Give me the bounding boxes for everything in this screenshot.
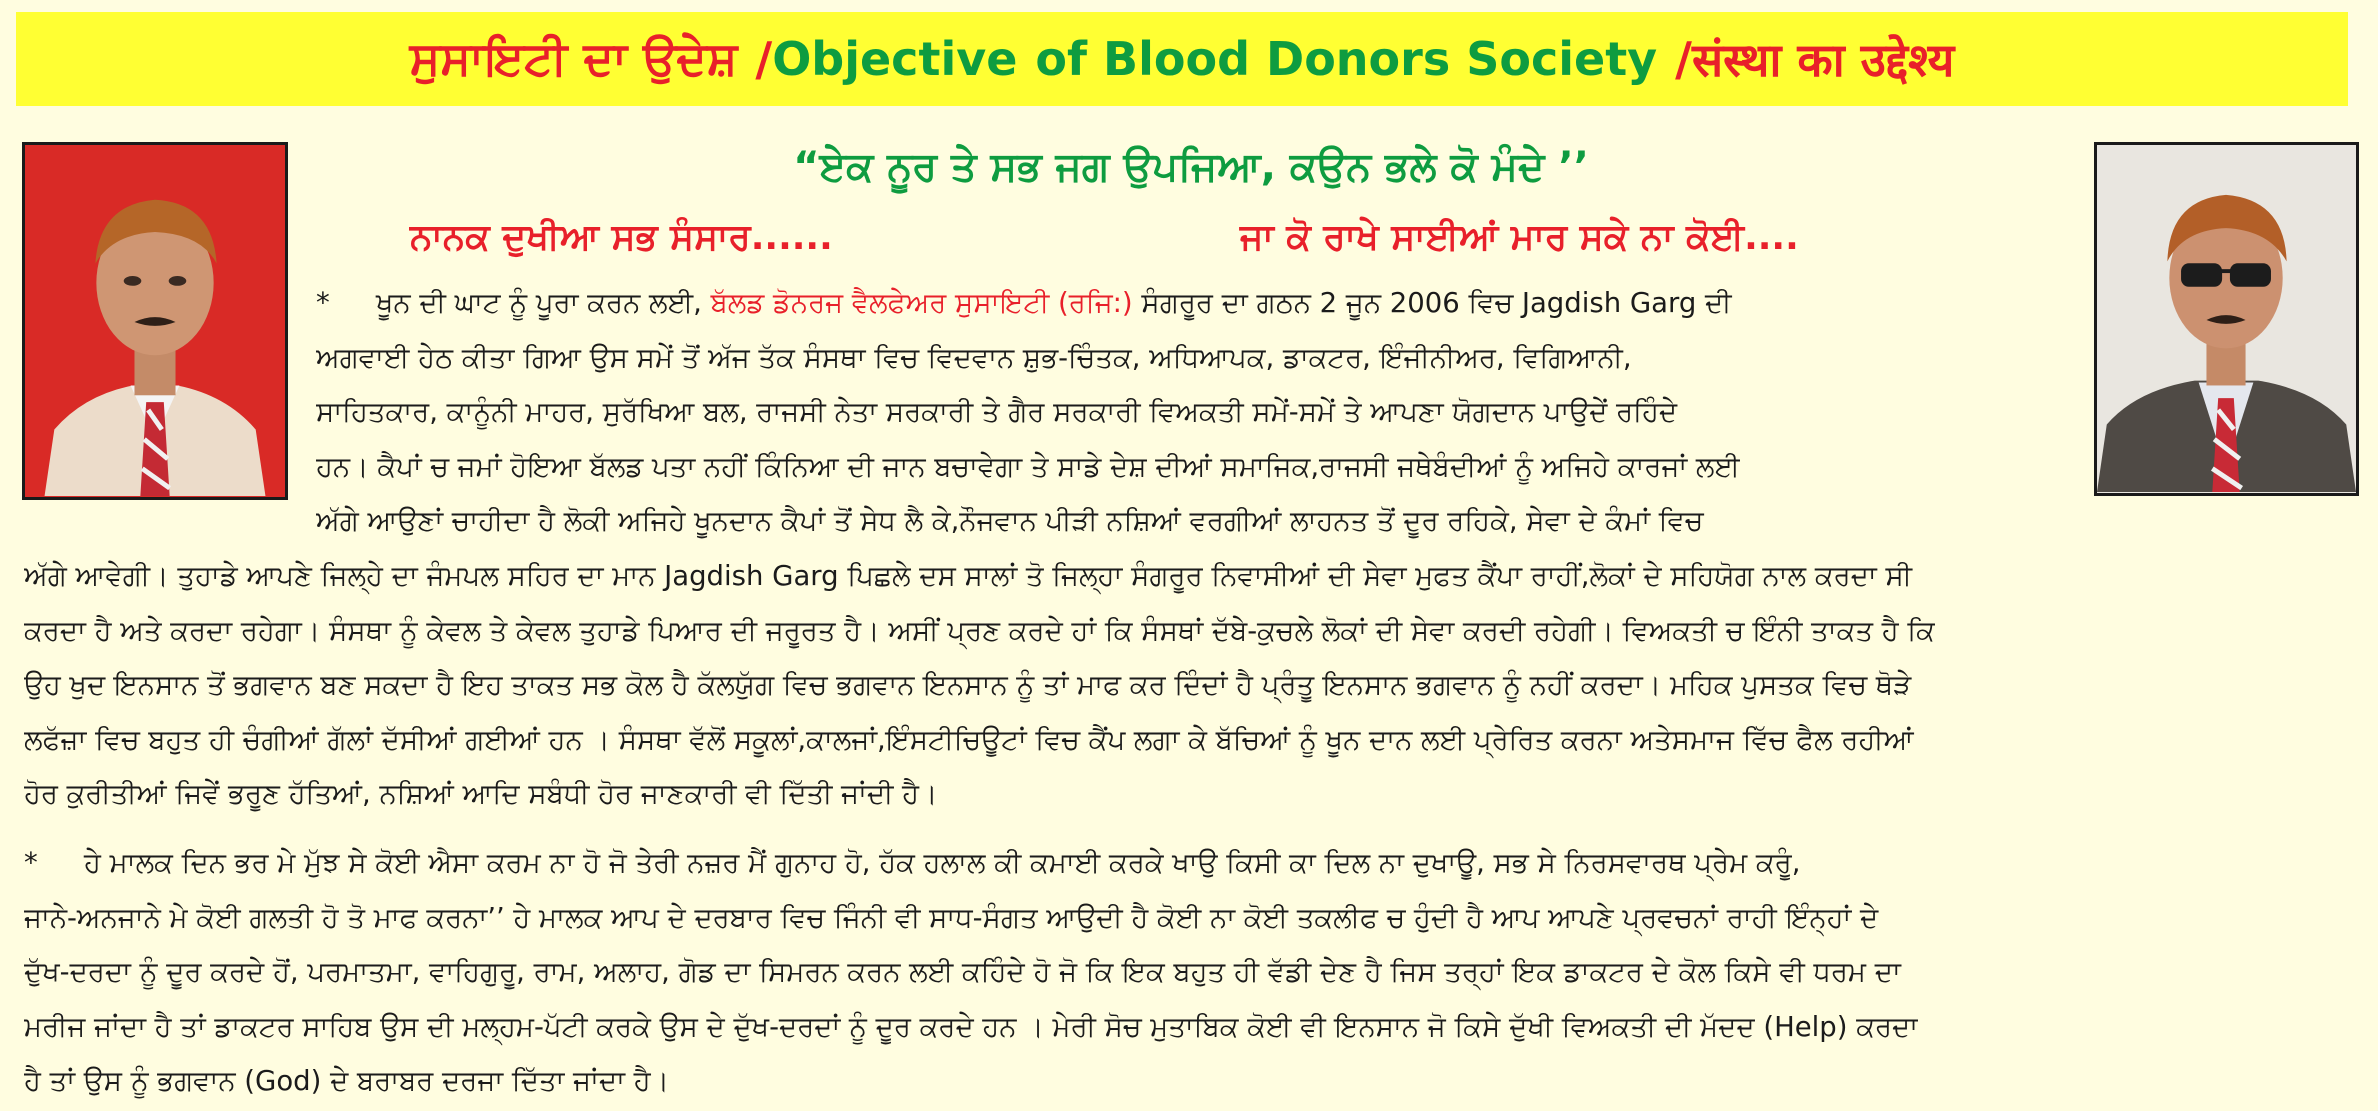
paragraph-1-line-9: ਲਫੱਜ਼ਾ ਵਿਚ ਬਹੁਤ ਹੀ ਚੰਗੀਆਂ ਗੱਲਾਂ ਦੱਸੀਆਂ ਗਈਆਂ ਹਨ । ਸੰਸਥਾ ਵੱਲੋਂ ਸਕੂਲਾਂ,ਕਾਲਜਾਂ,ਇੰਸਟੀਚਿਊਟਾਂ ਵਿਚ ਕੈਂਪ ਲਗਾ ਕੇ ਬੱਚਿਆਂ ਨੂੰ ਖੂਨ ਦਾਨ ਲਈ ਪ੍ਰੇਰਿਤ ਕਰਨਾ ਅਤੇਸਮਾਜ ਵਿੱਚ ਫੈਲ ਰਹੀਆਂ bbox=[24, 723, 1914, 756]
bullet: * bbox=[24, 847, 38, 879]
society-name: ਬੱਲਡ ਡੋਨਰਜ ਵੈਲਫੇਅਰ ਸੁਸਾਇਟੀ (ਰਜਿ:) bbox=[710, 287, 1133, 319]
verse-left: ਨਾਨਕ ਦੁਖੀਆ ਸਭ ਸੰਸਾਰ...... bbox=[410, 217, 833, 258]
paragraph-1-line-7: ਕਰਦਾ ਹੈ ਅਤੇ ਕਰਦਾ ਰਹੇਗਾ। ਸੰਸਥਾ ਨੂੰ ਕੇਵਲ ਤੇ ਕੇਵਲ ਤੁਹਾਡੇ ਪਿਆਰ ਦੀ ਜਰੂਰਤ ਹੈ। ਅਸੀਂ ਪ੍ਰਣ ਕਰਦੇ ਹਾਂ ਕਿ ਸੰਸਥਾਂ ਦੱਬੇ-ਕੁਚਲੇ ਲੋਕਾਂ ਦੀ ਸੇਵਾ ਕਰਦੀ ਰਹੇਗੀ। ਵਿਅਕਤੀ ਚ ਇੰਨੀ ਤਾਕਤ ਹੈ ਕਿ bbox=[24, 614, 1935, 647]
para2-l1: ਹੇ ਮਾਲਕ ਦਿਨ ਭਰ ਮੇ ਮੁੱਝ ਸੇ ਕੋਈ ਐਸਾ ਕਰਮ ਨਾ ਹੋ ਜੋ ਤੇਰੀ ਨਜ਼ਰ ਮੈਂ ਗੁਨਾਹ ਹੋ, ਹੱਕ ਹਲਾਲ ਕੀ ਕਮਾਈ ਕਰਕੇ ਖਾਉ ਕਿਸੀ ਕਾ ਦਿਲ ਨਾ ਦੁਖਾਊ, ਸਭ ਸੇ ਨਿਰਸਵਾਰਥ ਪ੍ਰੇਮ ਕਰੂੰ, bbox=[84, 847, 1801, 879]
title-punjabi: ਸੁਸਾਇਟੀ ਦਾ ਉਦੇਸ਼ bbox=[409, 31, 738, 85]
paragraph-1-bottom bbox=[24, 549, 1935, 822]
paragraph-1-line-4: ਹਨ। ਕੈਪਾਂ ਚ ਜਮਾਂ ਹੋਇਆ ਬੱਲਡ ਪਤਾ ਨਹੀਂ ਕਿੰਨਿਆ ਦੀ ਜਾਨ ਬਚਾਵੇਗਾ ਤੇ ਸਾਡੇ ਦੇਸ਼ ਦੀਆਂ ਸਮਾਜਿਕ,ਰਾਜਸੀ ਜਥੇਬੰਦੀਆਂ ਨੂੰ ਅਜਿਹੇ ਕਾਰਜਾਂ ਲਈ bbox=[316, 450, 1741, 483]
bullet: * bbox=[316, 287, 330, 319]
paragraph-2-line-3: ਦੁੱਖ-ਦਰਦਾ ਨੂੰ ਦੂਰ ਕਰਦੇ ਹੋਂ, ਪਰਮਾਤਮਾ, ਵਾਹਿਗੁਰੂ, ਰਾਮ, ਅਲਾਹ, ਗੋਡ ਦਾ ਸਿਮਰਨ ਕਰਨ ਲਈ ਕਹਿੰਦੇ ਹੋ ਜੋ ਕਿ ਇਕ ਬਹੁਤ ਹੀ ਵੱਡੀ ਦੇਣ ਹੈ ਜਿਸ ਤਰ੍ਹਾਂ ਇਕ ਡਾਕਟਰ ਦੇ ਕੋਲ ਕਿਸੇ ਵੀ ਧਰਮ ਦਾ bbox=[24, 956, 1901, 989]
paragraph-1-line-6: ਅੱਗੇ ਆਵੇਗੀ। ਤੁਹਾਡੇ ਆਪਣੇ ਜਿਲ੍ਹੇ ਦਾ ਜੰਮਪਲ ਸਹਿਰ ਦਾ ਮਾਨ Jagdish Garg ਪਿਛਲੇ ਦਸ ਸਾਲਾਂ ਤੋ ਜਿਲ੍ਹਾ ਸੰਗਰੂਰ ਨਿਵਾਸੀਆਂ ਦੀ ਸੇਵਾ ਮੁਫਤ ਕੈਂਪਾ ਰਾਹੀਂ,ਲੋਕਾਂ ਦੇ ਸਹਿਯੋਗ ਨਾਲ ਕਰਦਾ ਸੀ bbox=[24, 560, 1913, 592]
paragraph-1-line-10: ਹੋਰ ਕੁਰੀਤੀਆਂ ਜਿਵੇਂ ਭਰੂਣ ਹੱਤਿਆਂ, ਨਸ਼ਿਆਂ ਆਦਿ ਸਬੰਧੀ ਹੋਰ ਜਾਣਕਾਰੀ ਵੀ ਦਿੱਤੀ ਜਾਂਦੀ ਹੈ। bbox=[24, 778, 938, 811]
paragraph-2-line-5: ਹੈ ਤਾਂ ਉਸ ਨੂੰ ਭਗਵਾਨ (God) ਦੇ ਬਰਾਬਰ ਦਰਜਾ ਦਿੱਤਾ ਜਾਂਦਾ ਹੈ। bbox=[24, 1065, 670, 1098]
title-objective: Objective bbox=[772, 32, 1018, 86]
paragraph-2 bbox=[24, 836, 1918, 1109]
title-hindi: संस्था का उद्देश्य bbox=[1691, 33, 1955, 87]
portrait-right-image bbox=[2097, 145, 2356, 493]
paragraph-2-line-1 bbox=[24, 836, 1918, 891]
paragraph-1-line-2: ਅਗਵਾਈ ਹੇਠ ਕੀਤਾ ਗਿਆ ਉਸ ਸਮੇਂ ਤੋਂ ਅੱਜ ਤੱਕ ਸੰਸਥਾ ਵਿਚ ਵਿਦਵਾਨ ਸ਼ੁਭ-ਚਿੰਤਕ, ਅਧਿਆਪਕ, ਡਾਕਟਰ, ਇੰਜੀਨੀਅਰ, ਵਿਗਿਆਨੀ, bbox=[316, 341, 1632, 374]
paragraph-1-line-8: ਉਹ ਖੁਦ ਇਨਸਾਨ ਤੋਂ ਭਗਵਾਨ ਬਣ ਸਕਦਾ ਹੈ ਇਹ ਤਾਕਤ ਸਭ ਕੋਲ ਹੈ ਕੱਲਯੁੱਗ ਵਿਚ ਭਗਵਾਨ ਇਨਸਾਨ ਨੂੰ ਤਾਂ ਮਾਫ ਕਰ ਦਿੰਦਾਂ ਹੈ ਪ੍ਰੰਤੂ ਇਨਸਾਨ ਭਗਵਾਨ ਨੂੰ ਨਹੀਂ ਕਰਦਾ। ਮਹਿਕ ਪੁਸਤਕ ਵਿਚ ਥੋੜੇ bbox=[24, 669, 1912, 702]
paragraph-2-line-2: ਜਾਨੇ-ਅਨਜਾਨੇ ਮੇ ਕੋਈ ਗਲਤੀ ਹੋ ਤੋ ਮਾਫ ਕਰਨਾ’’ ਹੇ ਮਾਲਕ ਆਪ ਦੇ ਦਰਬਾਰ ਵਿਚ ਜਿੰਨੀ ਵੀ ਸਾਧ-ਸੰਗਤ ਆਉਦੀ ਹੈ ਕੋਈ ਨਾ ਕੋਈ ਤਕਲੀਫ ਚ ਹੁੰਦੀ ਹੈ ਆਪ ਆਪਣੇ ਪ੍ਰਵਚਨਾਂ ਰਾਹੀ ਇੰਨ੍ਹਾਂ ਦੇ bbox=[24, 901, 1879, 934]
title-english: of Blood Donors Society bbox=[1035, 32, 1658, 86]
gurbani-quote: “ਏਕ ਨੂਰ ਤੇ ਸਭ ਜਗ ਉਪਜਿਆ, ਕਉਨ ਭਲੇ ਕੋ ਮੰਦੇ ’’ bbox=[793, 144, 1589, 190]
title-slash-2: / bbox=[1675, 32, 1692, 86]
portrait-left-image bbox=[25, 145, 285, 497]
paragraph-1-line-1 bbox=[316, 276, 1740, 331]
title-banner bbox=[16, 12, 2348, 106]
para1-l1-a: ਖੂਨ ਦੀ ਘਾਟ ਨੂੰ ਪੂਰਾ ਕਰਨ ਲਈ, bbox=[376, 287, 702, 319]
paragraph-1-line-3: ਸਾਹਿਤਕਾਰ, ਕਾਨੂੰਨੀ ਮਾਹਰ, ਸੁਰੱਖਿਆ ਬਲ, ਰਾਜਸੀ ਨੇਤਾ ਸਰਕਾਰੀ ਤੇ ਗੈਰ ਸਰਕਾਰੀ ਵਿਅਕਤੀ ਸਮੇਂ-ਸਮੇਂ ਤੇ ਆਪਣਾ ਯੋਗਦਾਨ ਪਾਉਦੇਂ ਰਹਿੰਦੇ bbox=[316, 396, 1678, 429]
portrait-left bbox=[22, 142, 288, 500]
para1-l1-b: ਸੰਗਰੂਰ ਦਾ ਗਠਨ 2 ਜੂਨ 2006 ਵਿਚ Jagdish Garg ਦੀ bbox=[1141, 287, 1732, 319]
portrait-right bbox=[2094, 142, 2359, 496]
verse-right: ਜਾ ਕੋ ਰਾਖੇ ਸਾਈਆਂ ਮਾਰ ਸਕੇ ਨਾ ਕੋਈ.... bbox=[1240, 217, 1799, 258]
paragraph-1-line-5: ਅੱਗੇ ਆਉਣਾਂ ਚਾਹੀਦਾ ਹੈ ਲੋਕੀ ਅਜਿਹੇ ਖੂਨਦਾਨ ਕੈਪਾਂ ਤੋਂ ਸੇਧ ਲੈ ਕੇ,ਨੌਜਵਾਨ ਪੀੜੀ ਨਸ਼ਿਆਂ ਵਰਗੀਆਂ ਲਾਹਨਤ ਤੋਂ ਦੂਰ ਰਹਿਕੇ, ਸੇਵਾ ਦੇ ਕੰਮਾਂ ਵਿਚ bbox=[316, 505, 1704, 538]
title-slash-1: / bbox=[755, 32, 773, 86]
paragraph-2-line-4: ਮਰੀਜ ਜਾਂਦਾ ਹੈ ਤਾਂ ਡਾਕਟਰ ਸਾਹਿਬ ਉਸ ਦੀ ਮਲ੍ਹਮ-ਪੱਟੀ ਕਰਕੇ ਉਸ ਦੇ ਦੁੱਖ-ਦਰਦਾਂ ਨੂੰ ਦੂਰ ਕਰਦੇ ਹਨ । ਮੇਰੀ ਸੋਚ ਮੁਤਾਬਿਕ ਕੋਈ ਵੀ ਇਨਸਾਨ ਜੋ ਕਿਸੇ ਦੁੱਖੀ ਵਿਅਕਤੀ ਦੀ ਮੱਦਦ (Help) ਕਰਦਾ bbox=[24, 1010, 1919, 1043]
paragraph-1-top bbox=[316, 276, 1740, 549]
